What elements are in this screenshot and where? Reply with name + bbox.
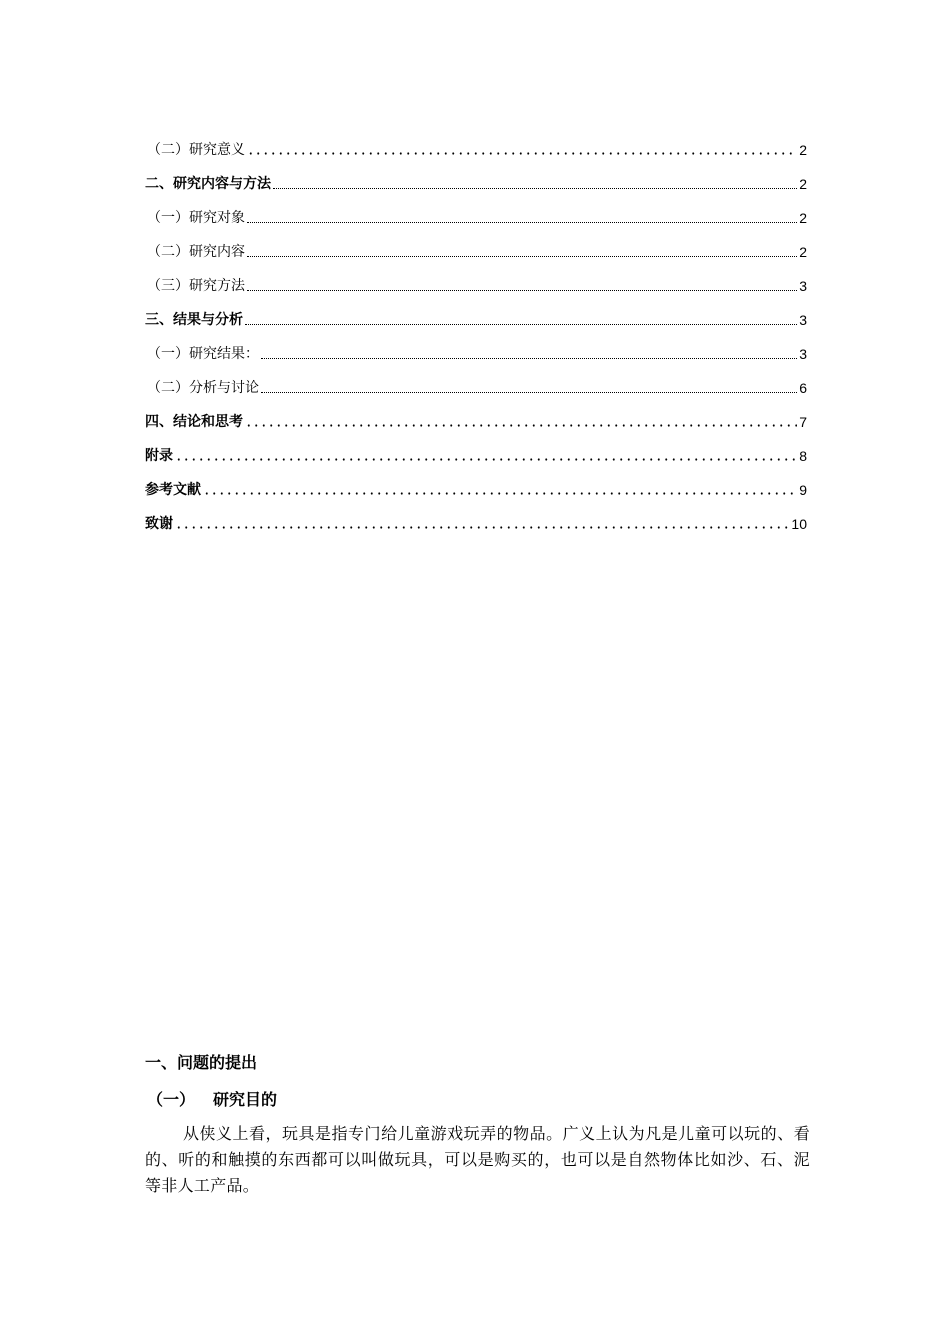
toc-entry-page: 8 [799, 448, 807, 464]
toc-leader-dots [273, 187, 797, 189]
table-of-contents [145, 126, 807, 534]
toc-entry-label: （二）研究意义 [147, 142, 245, 158]
toc-entry[interactable] [145, 364, 807, 398]
toc-entry-page: 10 [791, 516, 807, 532]
toc-entry-label: 参考文献 [145, 482, 201, 498]
section-body [145, 1050, 810, 1199]
toc-entry-label: （三）研究方法 [147, 278, 245, 294]
toc-entry[interactable] [145, 126, 807, 160]
toc-entry-page: 3 [799, 312, 807, 328]
toc-entry[interactable] [145, 466, 807, 500]
toc-leader-dots [247, 289, 797, 291]
toc-leader-dots [175, 526, 789, 529]
body-paragraph: 从侠义上看，玩具是指专门给儿童游戏玩弄的物品。广义上认为凡是儿童可以玩的、看的、听的和触摸的东西都可以叫做玩具，可以是购买的，也可以是自然物体比如沙、石、泥等非人工产品。 [145, 1124, 810, 1195]
toc-leader-dots [203, 492, 797, 495]
toc-entry[interactable] [145, 330, 807, 364]
toc-entry[interactable] [145, 194, 807, 228]
toc-entry-page: 3 [799, 346, 807, 362]
subsection-title: 研究目的 [213, 1090, 278, 1109]
toc-entry-page: 2 [799, 210, 807, 226]
toc-leader-dots [247, 152, 797, 155]
toc-leader-dots [247, 221, 797, 223]
toc-entry-label: （二）研究内容 [147, 244, 245, 260]
toc-entry-page: 9 [799, 482, 807, 498]
subsection-heading [147, 1087, 810, 1113]
toc-entry-label: 附录 [145, 448, 173, 464]
toc-entry-page: 2 [799, 244, 807, 260]
toc-entry-page: 6 [799, 380, 807, 396]
toc-leader-dots [261, 391, 797, 393]
toc-entry-label: 二、研究内容与方法 [145, 176, 271, 192]
toc-entry[interactable] [145, 262, 807, 296]
toc-leader-dots [261, 357, 797, 359]
toc-entry[interactable] [145, 228, 807, 262]
toc-entry[interactable] [145, 500, 807, 534]
toc-entry[interactable] [145, 296, 807, 330]
toc-entry-page: 2 [799, 176, 807, 192]
toc-entry-page: 7 [799, 414, 807, 430]
toc-entry[interactable] [145, 160, 807, 194]
toc-leader-dots [245, 323, 797, 325]
toc-entry-label: （二）分析与讨论 [147, 380, 259, 396]
toc-entry-page: 3 [799, 278, 807, 294]
toc-entry-label: 致谢 [145, 516, 173, 532]
toc-leader-dots [245, 424, 797, 427]
toc-entry-label: （一）研究结果： [147, 346, 259, 362]
subsection-number: （一） [147, 1090, 196, 1109]
toc-entry-label: 三、结果与分析 [145, 312, 243, 328]
toc-leader-dots [175, 458, 797, 461]
toc-leader-dots [247, 255, 797, 257]
section-heading: 一、问题的提出 [145, 1053, 258, 1072]
toc-entry-page: 2 [799, 142, 807, 158]
toc-entry[interactable] [145, 398, 807, 432]
toc-entry[interactable] [145, 432, 807, 466]
toc-entry-label: （一）研究对象 [147, 210, 245, 226]
toc-entry-label: 四、结论和思考 [145, 414, 243, 430]
